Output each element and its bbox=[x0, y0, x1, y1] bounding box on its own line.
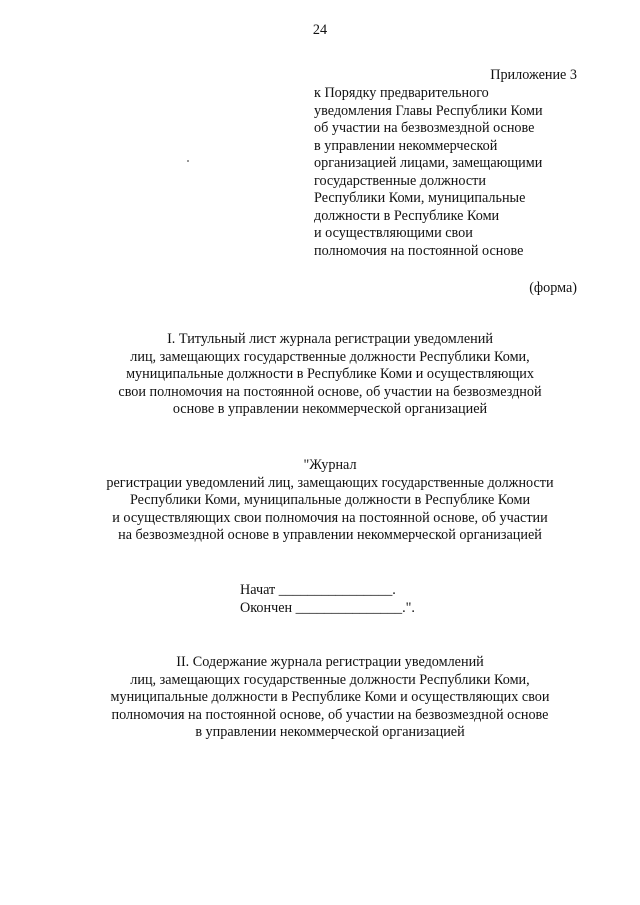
journal-line: регистрации уведомлений лиц, замещающих государственные должности bbox=[106, 474, 554, 491]
journal-title bbox=[60, 457, 600, 545]
journal-line: Республики Коми, муниципальные должности в Республике Коми bbox=[129, 492, 531, 508]
journal-line: "Журнал bbox=[303, 457, 357, 473]
section-2-line: II. Содержание журнала регистрации уведомлений bbox=[176, 654, 484, 670]
scan-speck bbox=[187, 160, 189, 162]
section-1-line: муниципальные должности в Республике Коми и осуществляющих bbox=[126, 366, 534, 382]
appendix-line: к Порядку предварительного bbox=[314, 85, 489, 101]
appendix-line: в управлении некоммерческой bbox=[314, 137, 498, 154]
appendix-line: организацией лицами, замещающими bbox=[314, 155, 543, 171]
appendix-line: государственные должности bbox=[314, 172, 486, 189]
journal-line: на безвозмездной основе в управлении некоммерческой организацией bbox=[118, 527, 542, 543]
appendix-line: уведомления Главы Республики Коми bbox=[314, 102, 543, 119]
appendix-line: Республики Коми, муниципальные bbox=[314, 190, 526, 206]
section-1-line: лиц, замещающих государственные должности Республики Коми, bbox=[130, 348, 530, 365]
section-1-line: основе в управлении некоммерческой организацией bbox=[172, 401, 488, 417]
appendix-line: полномочия на постоянной основе bbox=[314, 242, 524, 259]
section-2-line: лиц, замещающих государственные должности Республики Коми, bbox=[130, 671, 530, 688]
section-2-line: в управлении некоммерческой организацией bbox=[195, 724, 465, 740]
journal-dates bbox=[240, 582, 415, 617]
form-label: (форма) bbox=[529, 280, 577, 296]
appendix-line: и осуществляющими свои bbox=[314, 225, 473, 241]
section-2-title bbox=[60, 654, 600, 742]
section-1-line: свои полномочия на постоянной основе, об участии на безвозмездной bbox=[118, 383, 542, 400]
appendix-heading: Приложение 3 bbox=[490, 67, 577, 83]
page-number: 24 bbox=[312, 22, 328, 38]
appendix-line: об участии на безвозмездной основе bbox=[314, 120, 535, 136]
section-1-title bbox=[60, 331, 600, 419]
journal-line: и осуществляющих свои полномочия на постоянной основе, об участии bbox=[112, 509, 548, 526]
date-started: Начат ________________. bbox=[240, 582, 396, 598]
appendix-reference bbox=[314, 85, 543, 260]
section-1-line: I. Титульный лист журнала регистрации уведомлений bbox=[167, 331, 493, 347]
appendix-line: должности в Республике Коми bbox=[314, 207, 500, 224]
section-2-line: полномочия на постоянной основе, об участии на безвозмездной основе bbox=[111, 706, 549, 723]
date-finished: Окончен _______________.". bbox=[240, 599, 415, 616]
section-2-line: муниципальные должности в Республике Коми и осуществляющих свои bbox=[110, 689, 550, 705]
